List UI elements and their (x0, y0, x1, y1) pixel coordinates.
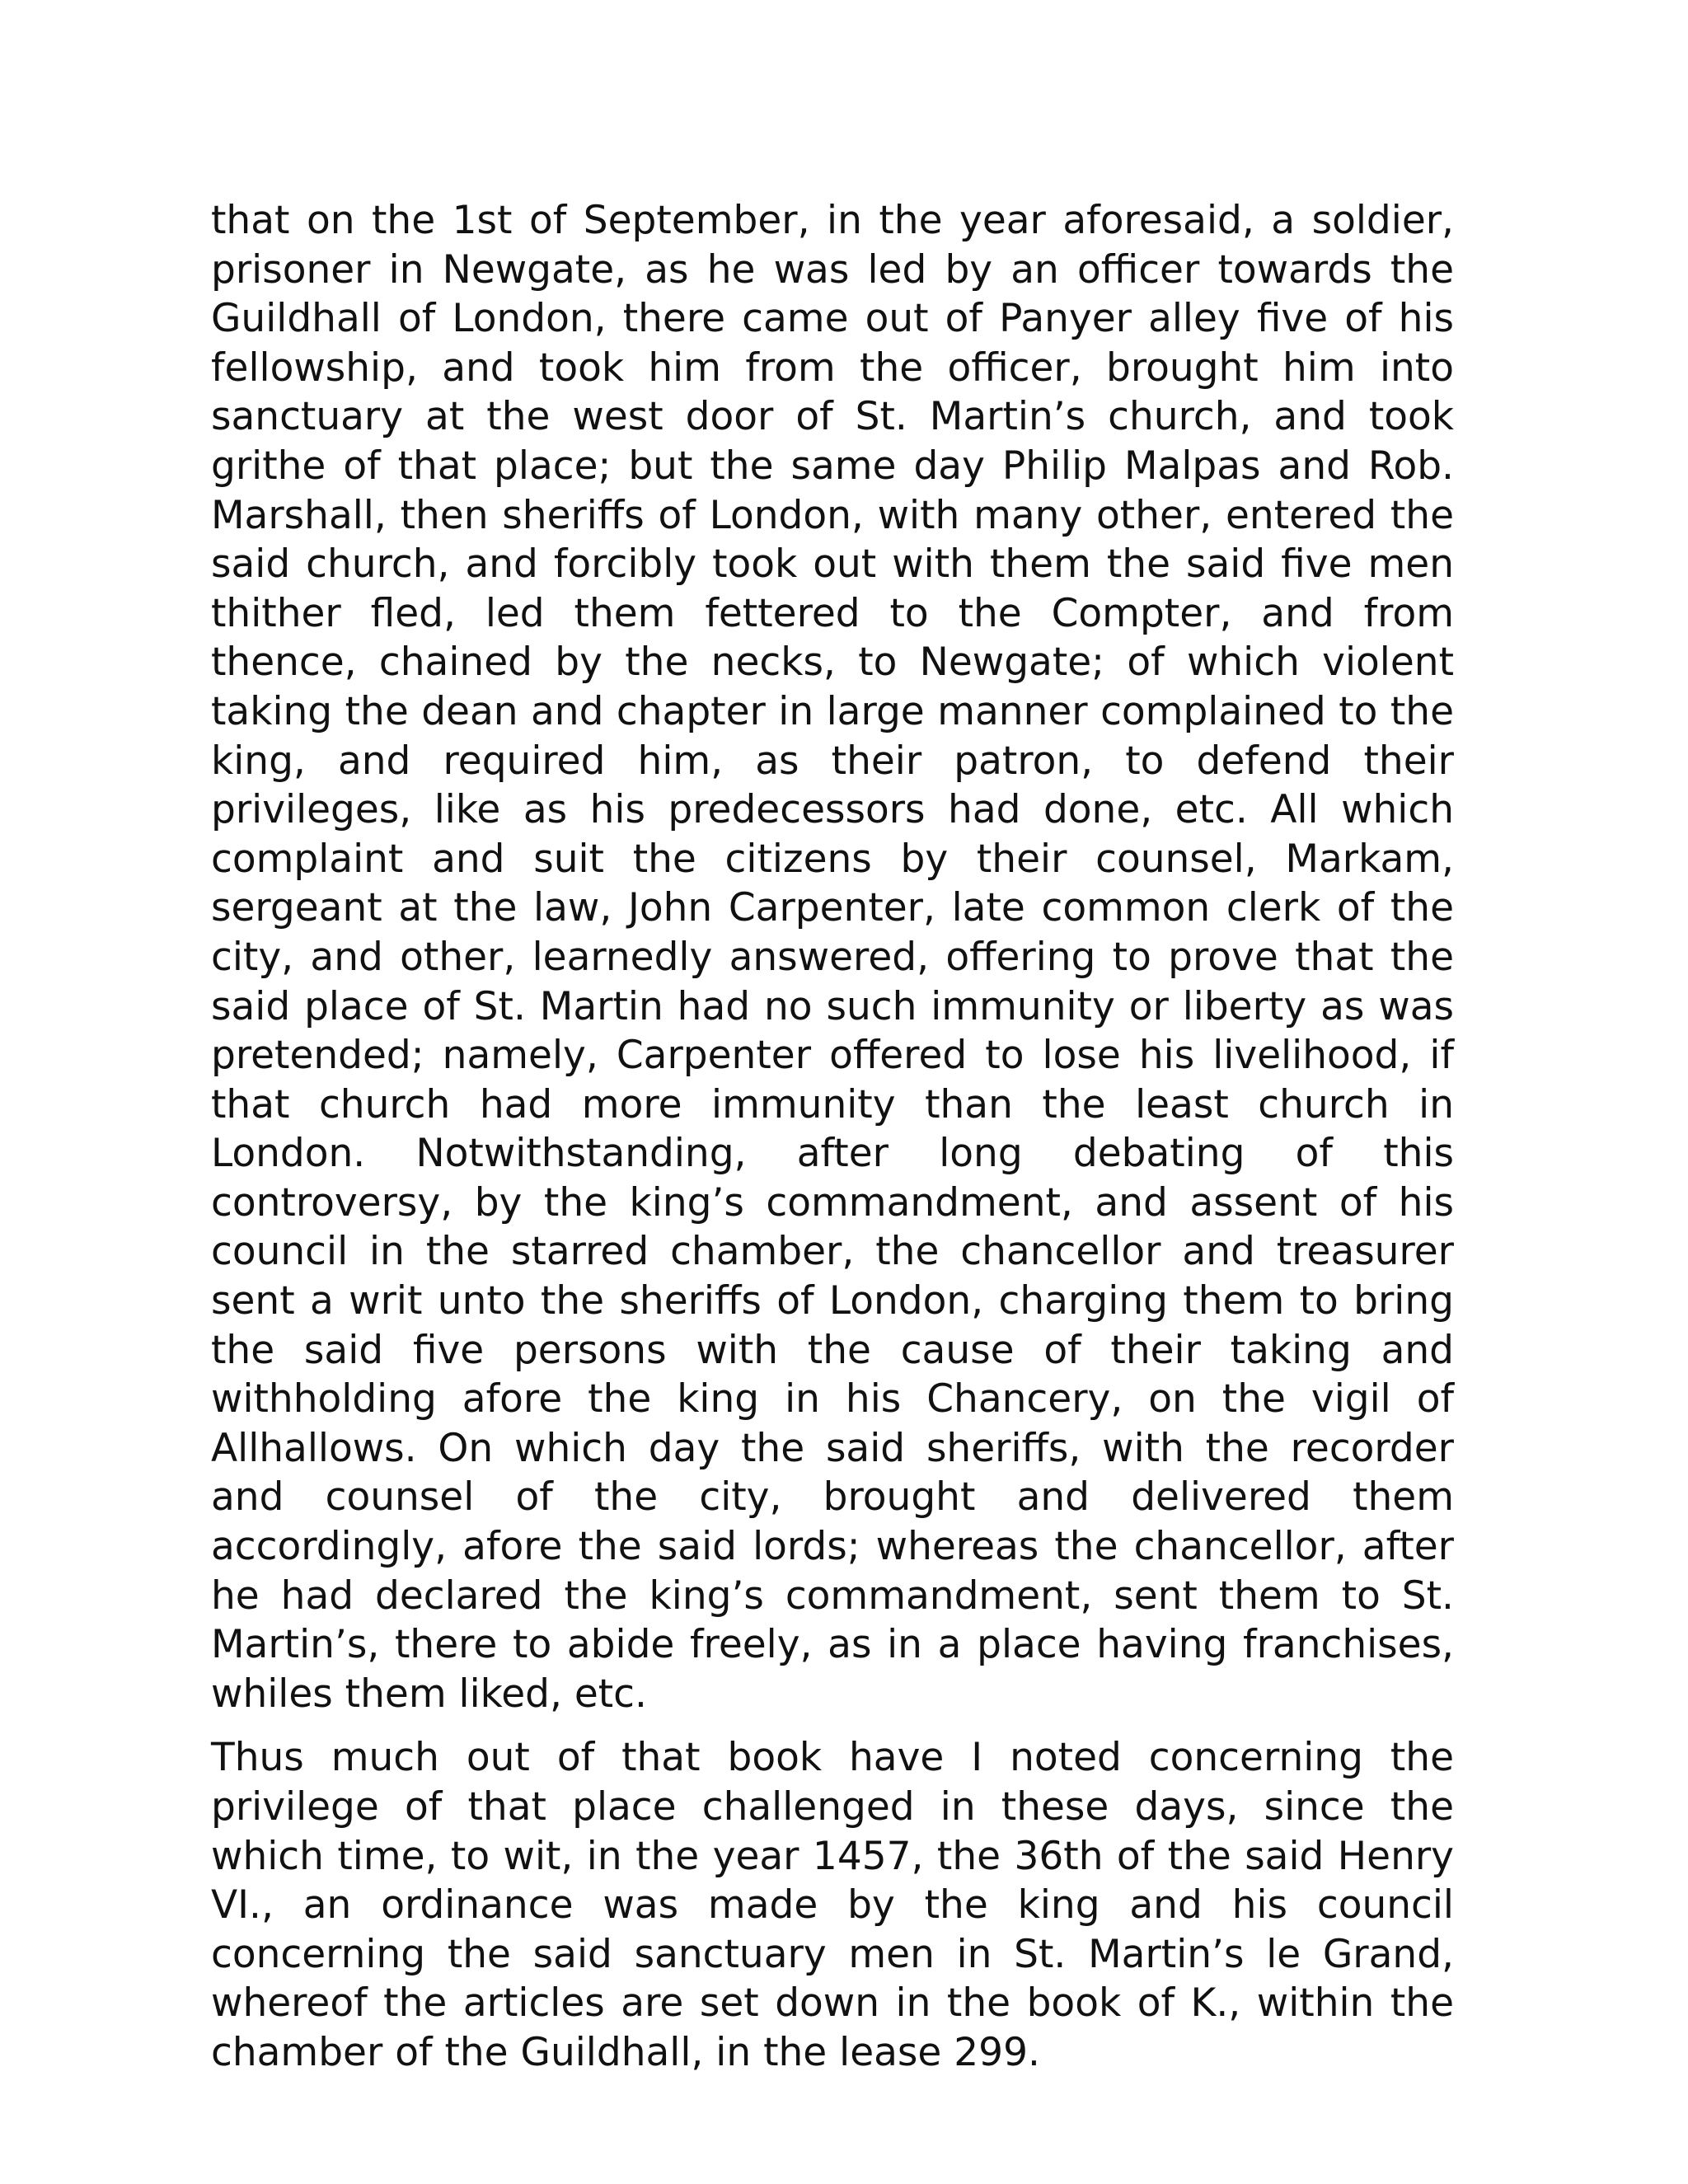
paragraph-1: that on the 1st of September, in the year aforesaid, a soldier, prisoner in Newgate, as he was led by an officer towards the Guildhall of London, there came out of Panyer alley five of his fellowship, and took him from the officer, brought him into sanctuary at the west door of St. Martin’s church, and took grithe of that place; but the same day Philip Malpas and Rob. Marshall, then sheriffs of London, with many other, entered the said church, and forcibly took out with them the said five men thither fled, led them fettered to the Compter, and from thence, chained by the necks, to Newgate; of which violent taking the dean and chapter in large manner complained to the king, and required him, as their patron, to defend their privileges, like as his predecessors had done, etc. All which complaint and suit the citizens by their counsel, Markam, sergeant at the law, John Carpenter, late common clerk of the city, and other, learnedly answered, offering to prove that the said place of St. Martin had no such immunity or liberty as was pretended; namely, Carpenter offered to lose his livelihood, if that church had more immunity than the least church in London. Notwithstanding, after long debating of this controversy, by the king’s commandment, and assent of his council in the starred chamber, the chancellor and treasurer sent a writ unto the sheriffs of London, charging them to bring the said five persons with the cause of their taking and withholding afore the king in his Chancery, on the vigil of Allhallows. On which day the said sheriffs, with the recorder and counsel of the city, brought and delivered them accordingly, afore the said lords; whereas the chancellor, after he had declared the king’s commandment, sent them to St. Martin’s, there to abide freely, as in a place having franchises, whiles them liked, etc. (211, 198, 1454, 1717)
paragraph-2: Thus much out of that book have I noted concerning the privilege of that place challenged in these days, since the which time, to wit, in the year 1457, the 36th of the said Henry VI., an ordinance was made by the king and his council concerning the said sanctuary men in St. Martin’s le Grand, whereof the articles are set down in the book of K., within the chamber of the Guildhall, in the lease 299. (211, 1735, 1454, 2075)
body-text (211, 196, 1454, 2078)
